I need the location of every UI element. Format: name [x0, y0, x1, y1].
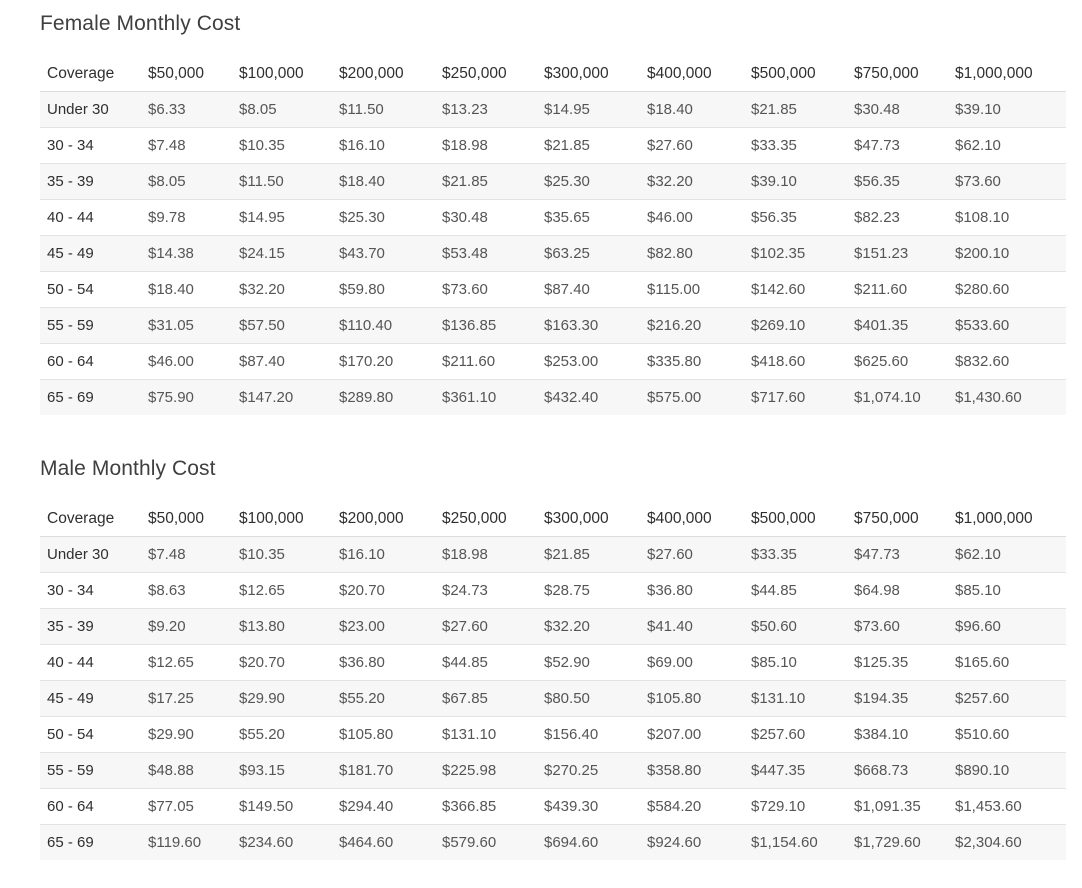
- monthly-cost-cell: $10.35: [232, 537, 332, 573]
- monthly-cost-cell: $12.65: [232, 573, 332, 609]
- monthly-cost-cell: $2,304.60: [948, 825, 1066, 861]
- monthly-cost-cell: $53.48: [435, 236, 537, 272]
- age-range-cell: 45 - 49: [40, 236, 141, 272]
- coverage-amount-header: $1,000,000: [948, 56, 1066, 92]
- age-range-cell: 30 - 34: [40, 128, 141, 164]
- age-range-cell: 60 - 64: [40, 344, 141, 380]
- monthly-cost-cell: $21.85: [744, 92, 847, 128]
- monthly-cost-cell: $418.60: [744, 344, 847, 380]
- monthly-cost-cell: $1,154.60: [744, 825, 847, 861]
- monthly-cost-cell: $18.40: [640, 92, 744, 128]
- monthly-cost-cell: $447.35: [744, 753, 847, 789]
- monthly-cost-cell: $31.05: [141, 308, 232, 344]
- monthly-cost-cell: $39.10: [744, 164, 847, 200]
- age-range-cell: 55 - 59: [40, 308, 141, 344]
- male-cost-section: [40, 455, 1066, 860]
- monthly-cost-cell: $62.10: [948, 128, 1066, 164]
- monthly-cost-cell: $57.50: [232, 308, 332, 344]
- female-cost-section: [40, 10, 1066, 415]
- monthly-cost-cell: $33.35: [744, 128, 847, 164]
- age-range-cell: 40 - 44: [40, 645, 141, 681]
- monthly-cost-cell: $25.30: [332, 200, 435, 236]
- monthly-cost-cell: $510.60: [948, 717, 1066, 753]
- monthly-cost-cell: $119.60: [141, 825, 232, 861]
- monthly-cost-cell: $21.85: [537, 537, 640, 573]
- coverage-amount-header: $200,000: [332, 501, 435, 537]
- monthly-cost-cell: $136.85: [435, 308, 537, 344]
- monthly-cost-cell: $257.60: [744, 717, 847, 753]
- table-row: [40, 200, 1066, 236]
- monthly-cost-cell: $46.00: [640, 200, 744, 236]
- monthly-cost-cell: $12.65: [141, 645, 232, 681]
- monthly-cost-cell: $280.60: [948, 272, 1066, 308]
- monthly-cost-cell: $47.73: [847, 537, 948, 573]
- monthly-cost-cell: $924.60: [640, 825, 744, 861]
- table-header-row: [40, 56, 1066, 92]
- table-row: [40, 92, 1066, 128]
- table-row: [40, 645, 1066, 681]
- monthly-cost-cell: $149.50: [232, 789, 332, 825]
- monthly-cost-cell: $163.30: [537, 308, 640, 344]
- monthly-cost-cell: $108.10: [948, 200, 1066, 236]
- monthly-cost-cell: $16.10: [332, 128, 435, 164]
- monthly-cost-cell: $67.85: [435, 681, 537, 717]
- table-row: [40, 573, 1066, 609]
- coverage-amount-header: $1,000,000: [948, 501, 1066, 537]
- table-row: [40, 681, 1066, 717]
- monthly-cost-cell: $1,453.60: [948, 789, 1066, 825]
- monthly-cost-cell: $27.60: [435, 609, 537, 645]
- coverage-amount-header: $50,000: [141, 501, 232, 537]
- monthly-cost-cell: $115.00: [640, 272, 744, 308]
- monthly-cost-cell: $7.48: [141, 537, 232, 573]
- monthly-cost-cell: $21.85: [537, 128, 640, 164]
- monthly-cost-cell: $464.60: [332, 825, 435, 861]
- monthly-cost-cell: $52.90: [537, 645, 640, 681]
- monthly-cost-cell: $25.30: [537, 164, 640, 200]
- monthly-cost-cell: $87.40: [537, 272, 640, 308]
- coverage-amount-header: $400,000: [640, 501, 744, 537]
- section-title: Female Monthly Cost: [40, 12, 241, 35]
- monthly-cost-cell: $47.73: [847, 128, 948, 164]
- monthly-cost-cell: $69.00: [640, 645, 744, 681]
- monthly-cost-cell: $105.80: [640, 681, 744, 717]
- monthly-cost-cell: $384.10: [847, 717, 948, 753]
- monthly-cost-cell: $29.90: [232, 681, 332, 717]
- monthly-cost-cell: $10.35: [232, 128, 332, 164]
- monthly-cost-cell: $142.60: [744, 272, 847, 308]
- monthly-cost-cell: $36.80: [640, 573, 744, 609]
- monthly-cost-cell: $56.35: [847, 164, 948, 200]
- monthly-cost-cell: $579.60: [435, 825, 537, 861]
- monthly-cost-cell: $156.40: [537, 717, 640, 753]
- monthly-cost-cell: $77.05: [141, 789, 232, 825]
- monthly-cost-cell: $18.40: [332, 164, 435, 200]
- monthly-cost-cell: $33.35: [744, 537, 847, 573]
- coverage-amount-header: $200,000: [332, 56, 435, 92]
- monthly-cost-cell: $48.88: [141, 753, 232, 789]
- monthly-cost-cell: $20.70: [232, 645, 332, 681]
- monthly-cost-cell: $694.60: [537, 825, 640, 861]
- age-range-cell: 45 - 49: [40, 681, 141, 717]
- monthly-cost-cell: $147.20: [232, 380, 332, 416]
- coverage-amount-header: $250,000: [435, 501, 537, 537]
- age-range-cell: 30 - 34: [40, 573, 141, 609]
- monthly-cost-cell: $11.50: [232, 164, 332, 200]
- monthly-cost-cell: $29.90: [141, 717, 232, 753]
- monthly-cost-cell: $80.50: [537, 681, 640, 717]
- monthly-cost-cell: $165.60: [948, 645, 1066, 681]
- monthly-cost-cell: $20.70: [332, 573, 435, 609]
- monthly-cost-cell: $39.10: [948, 92, 1066, 128]
- coverage-amount-header: $100,000: [232, 56, 332, 92]
- monthly-cost-cell: $23.00: [332, 609, 435, 645]
- coverage-header: Coverage: [40, 501, 141, 537]
- monthly-cost-cell: $439.30: [537, 789, 640, 825]
- monthly-cost-cell: $35.65: [537, 200, 640, 236]
- coverage-amount-header: $400,000: [640, 56, 744, 92]
- coverage-amount-header: $750,000: [847, 501, 948, 537]
- section-title: Male Monthly Cost: [40, 457, 216, 480]
- monthly-cost-cell: $832.60: [948, 344, 1066, 380]
- age-range-cell: 35 - 39: [40, 609, 141, 645]
- coverage-amount-header: $100,000: [232, 501, 332, 537]
- monthly-cost-cell: $24.15: [232, 236, 332, 272]
- table-row: [40, 825, 1066, 861]
- monthly-cost-cell: $28.75: [537, 573, 640, 609]
- monthly-cost-cell: $181.70: [332, 753, 435, 789]
- monthly-cost-cell: $55.20: [332, 681, 435, 717]
- table-row: [40, 537, 1066, 573]
- monthly-cost-cell: $73.60: [948, 164, 1066, 200]
- monthly-cost-cell: $200.10: [948, 236, 1066, 272]
- coverage-amount-header: $500,000: [744, 501, 847, 537]
- monthly-cost-cell: $225.98: [435, 753, 537, 789]
- monthly-cost-cell: $32.20: [232, 272, 332, 308]
- monthly-cost-cell: $82.23: [847, 200, 948, 236]
- monthly-cost-cell: $85.10: [744, 645, 847, 681]
- monthly-cost-cell: $575.00: [640, 380, 744, 416]
- coverage-amount-header: $500,000: [744, 56, 847, 92]
- monthly-cost-cell: $30.48: [435, 200, 537, 236]
- monthly-cost-cell: $75.90: [141, 380, 232, 416]
- monthly-cost-cell: $73.60: [435, 272, 537, 308]
- monthly-cost-cell: $62.10: [948, 537, 1066, 573]
- monthly-cost-cell: $18.98: [435, 128, 537, 164]
- monthly-cost-cell: $151.23: [847, 236, 948, 272]
- monthly-cost-cell: $56.35: [744, 200, 847, 236]
- monthly-cost-cell: $87.40: [232, 344, 332, 380]
- monthly-cost-cell: $13.23: [435, 92, 537, 128]
- monthly-cost-cell: $18.98: [435, 537, 537, 573]
- monthly-cost-cell: $9.20: [141, 609, 232, 645]
- monthly-cost-cell: $7.48: [141, 128, 232, 164]
- monthly-cost-cell: $55.20: [232, 717, 332, 753]
- monthly-cost-cell: $1,074.10: [847, 380, 948, 416]
- age-range-cell: 40 - 44: [40, 200, 141, 236]
- monthly-cost-cell: $105.80: [332, 717, 435, 753]
- monthly-cost-cell: $9.78: [141, 200, 232, 236]
- monthly-cost-cell: $32.20: [537, 609, 640, 645]
- monthly-cost-cell: $401.35: [847, 308, 948, 344]
- monthly-cost-cell: $625.60: [847, 344, 948, 380]
- monthly-cost-cell: $50.60: [744, 609, 847, 645]
- age-range-cell: 35 - 39: [40, 164, 141, 200]
- monthly-cost-cell: $211.60: [847, 272, 948, 308]
- monthly-cost-cell: $257.60: [948, 681, 1066, 717]
- monthly-cost-cell: $717.60: [744, 380, 847, 416]
- age-range-cell: 50 - 54: [40, 272, 141, 308]
- monthly-cost-cell: $73.60: [847, 609, 948, 645]
- age-range-cell: 55 - 59: [40, 753, 141, 789]
- monthly-cost-cell: $13.80: [232, 609, 332, 645]
- monthly-cost-cell: $30.48: [847, 92, 948, 128]
- coverage-amount-header: $50,000: [141, 56, 232, 92]
- monthly-cost-cell: $21.85: [435, 164, 537, 200]
- monthly-cost-cell: $125.35: [847, 645, 948, 681]
- monthly-cost-cell: $533.60: [948, 308, 1066, 344]
- age-range-cell: Under 30: [40, 92, 141, 128]
- monthly-cost-cell: $890.10: [948, 753, 1066, 789]
- female-rate-table: [40, 56, 1066, 415]
- coverage-amount-header: $300,000: [537, 501, 640, 537]
- monthly-cost-cell: $93.15: [232, 753, 332, 789]
- monthly-cost-cell: $11.50: [332, 92, 435, 128]
- monthly-cost-cell: $8.63: [141, 573, 232, 609]
- monthly-cost-cell: $14.38: [141, 236, 232, 272]
- table-row: [40, 789, 1066, 825]
- monthly-cost-cell: $131.10: [744, 681, 847, 717]
- monthly-cost-cell: $216.20: [640, 308, 744, 344]
- monthly-cost-cell: $96.60: [948, 609, 1066, 645]
- age-range-cell: Under 30: [40, 537, 141, 573]
- table-row: [40, 128, 1066, 164]
- monthly-cost-cell: $289.80: [332, 380, 435, 416]
- table-row: [40, 236, 1066, 272]
- age-range-cell: 60 - 64: [40, 789, 141, 825]
- table-row: [40, 344, 1066, 380]
- table-row: [40, 380, 1066, 416]
- monthly-cost-cell: $16.10: [332, 537, 435, 573]
- monthly-cost-cell: $27.60: [640, 537, 744, 573]
- table-row: [40, 753, 1066, 789]
- coverage-amount-header: $250,000: [435, 56, 537, 92]
- table-row: [40, 717, 1066, 753]
- monthly-cost-cell: $59.80: [332, 272, 435, 308]
- monthly-cost-cell: $358.80: [640, 753, 744, 789]
- monthly-cost-cell: $36.80: [332, 645, 435, 681]
- monthly-cost-cell: $43.70: [332, 236, 435, 272]
- monthly-cost-cell: $270.25: [537, 753, 640, 789]
- monthly-cost-cell: $194.35: [847, 681, 948, 717]
- monthly-cost-cell: $6.33: [141, 92, 232, 128]
- table-row: [40, 609, 1066, 645]
- monthly-cost-cell: $8.05: [232, 92, 332, 128]
- monthly-cost-cell: $170.20: [332, 344, 435, 380]
- monthly-cost-cell: $14.95: [232, 200, 332, 236]
- monthly-cost-cell: $14.95: [537, 92, 640, 128]
- coverage-amount-header: $300,000: [537, 56, 640, 92]
- monthly-cost-cell: $1,729.60: [847, 825, 948, 861]
- monthly-cost-cell: $82.80: [640, 236, 744, 272]
- monthly-cost-cell: $1,091.35: [847, 789, 948, 825]
- monthly-cost-cell: $44.85: [435, 645, 537, 681]
- monthly-cost-cell: $253.00: [537, 344, 640, 380]
- table-header-row: [40, 501, 1066, 537]
- monthly-cost-cell: $27.60: [640, 128, 744, 164]
- monthly-cost-cell: $41.40: [640, 609, 744, 645]
- coverage-header: Coverage: [40, 56, 141, 92]
- monthly-cost-cell: $668.73: [847, 753, 948, 789]
- monthly-cost-cell: $1,430.60: [948, 380, 1066, 416]
- monthly-cost-cell: $294.40: [332, 789, 435, 825]
- table-row: [40, 308, 1066, 344]
- monthly-cost-cell: $211.60: [435, 344, 537, 380]
- monthly-cost-cell: $366.85: [435, 789, 537, 825]
- age-range-cell: 65 - 69: [40, 380, 141, 416]
- monthly-cost-cell: $46.00: [141, 344, 232, 380]
- monthly-cost-cell: $269.10: [744, 308, 847, 344]
- male-rate-table: [40, 501, 1066, 860]
- monthly-cost-cell: $17.25: [141, 681, 232, 717]
- monthly-cost-cell: $335.80: [640, 344, 744, 380]
- monthly-cost-cell: $131.10: [435, 717, 537, 753]
- monthly-cost-cell: $24.73: [435, 573, 537, 609]
- monthly-cost-cell: $32.20: [640, 164, 744, 200]
- monthly-cost-cell: $729.10: [744, 789, 847, 825]
- monthly-cost-cell: $63.25: [537, 236, 640, 272]
- monthly-cost-cell: $44.85: [744, 573, 847, 609]
- monthly-cost-cell: $64.98: [847, 573, 948, 609]
- monthly-cost-cell: $8.05: [141, 164, 232, 200]
- monthly-cost-cell: $432.40: [537, 380, 640, 416]
- monthly-cost-cell: $102.35: [744, 236, 847, 272]
- coverage-amount-header: $750,000: [847, 56, 948, 92]
- table-row: [40, 272, 1066, 308]
- monthly-cost-cell: $234.60: [232, 825, 332, 861]
- monthly-cost-cell: $584.20: [640, 789, 744, 825]
- monthly-cost-cell: $207.00: [640, 717, 744, 753]
- monthly-cost-cell: $85.10: [948, 573, 1066, 609]
- age-range-cell: 65 - 69: [40, 825, 141, 861]
- table-row: [40, 164, 1066, 200]
- age-range-cell: 50 - 54: [40, 717, 141, 753]
- monthly-cost-cell: $361.10: [435, 380, 537, 416]
- monthly-cost-cell: $18.40: [141, 272, 232, 308]
- monthly-cost-cell: $110.40: [332, 308, 435, 344]
